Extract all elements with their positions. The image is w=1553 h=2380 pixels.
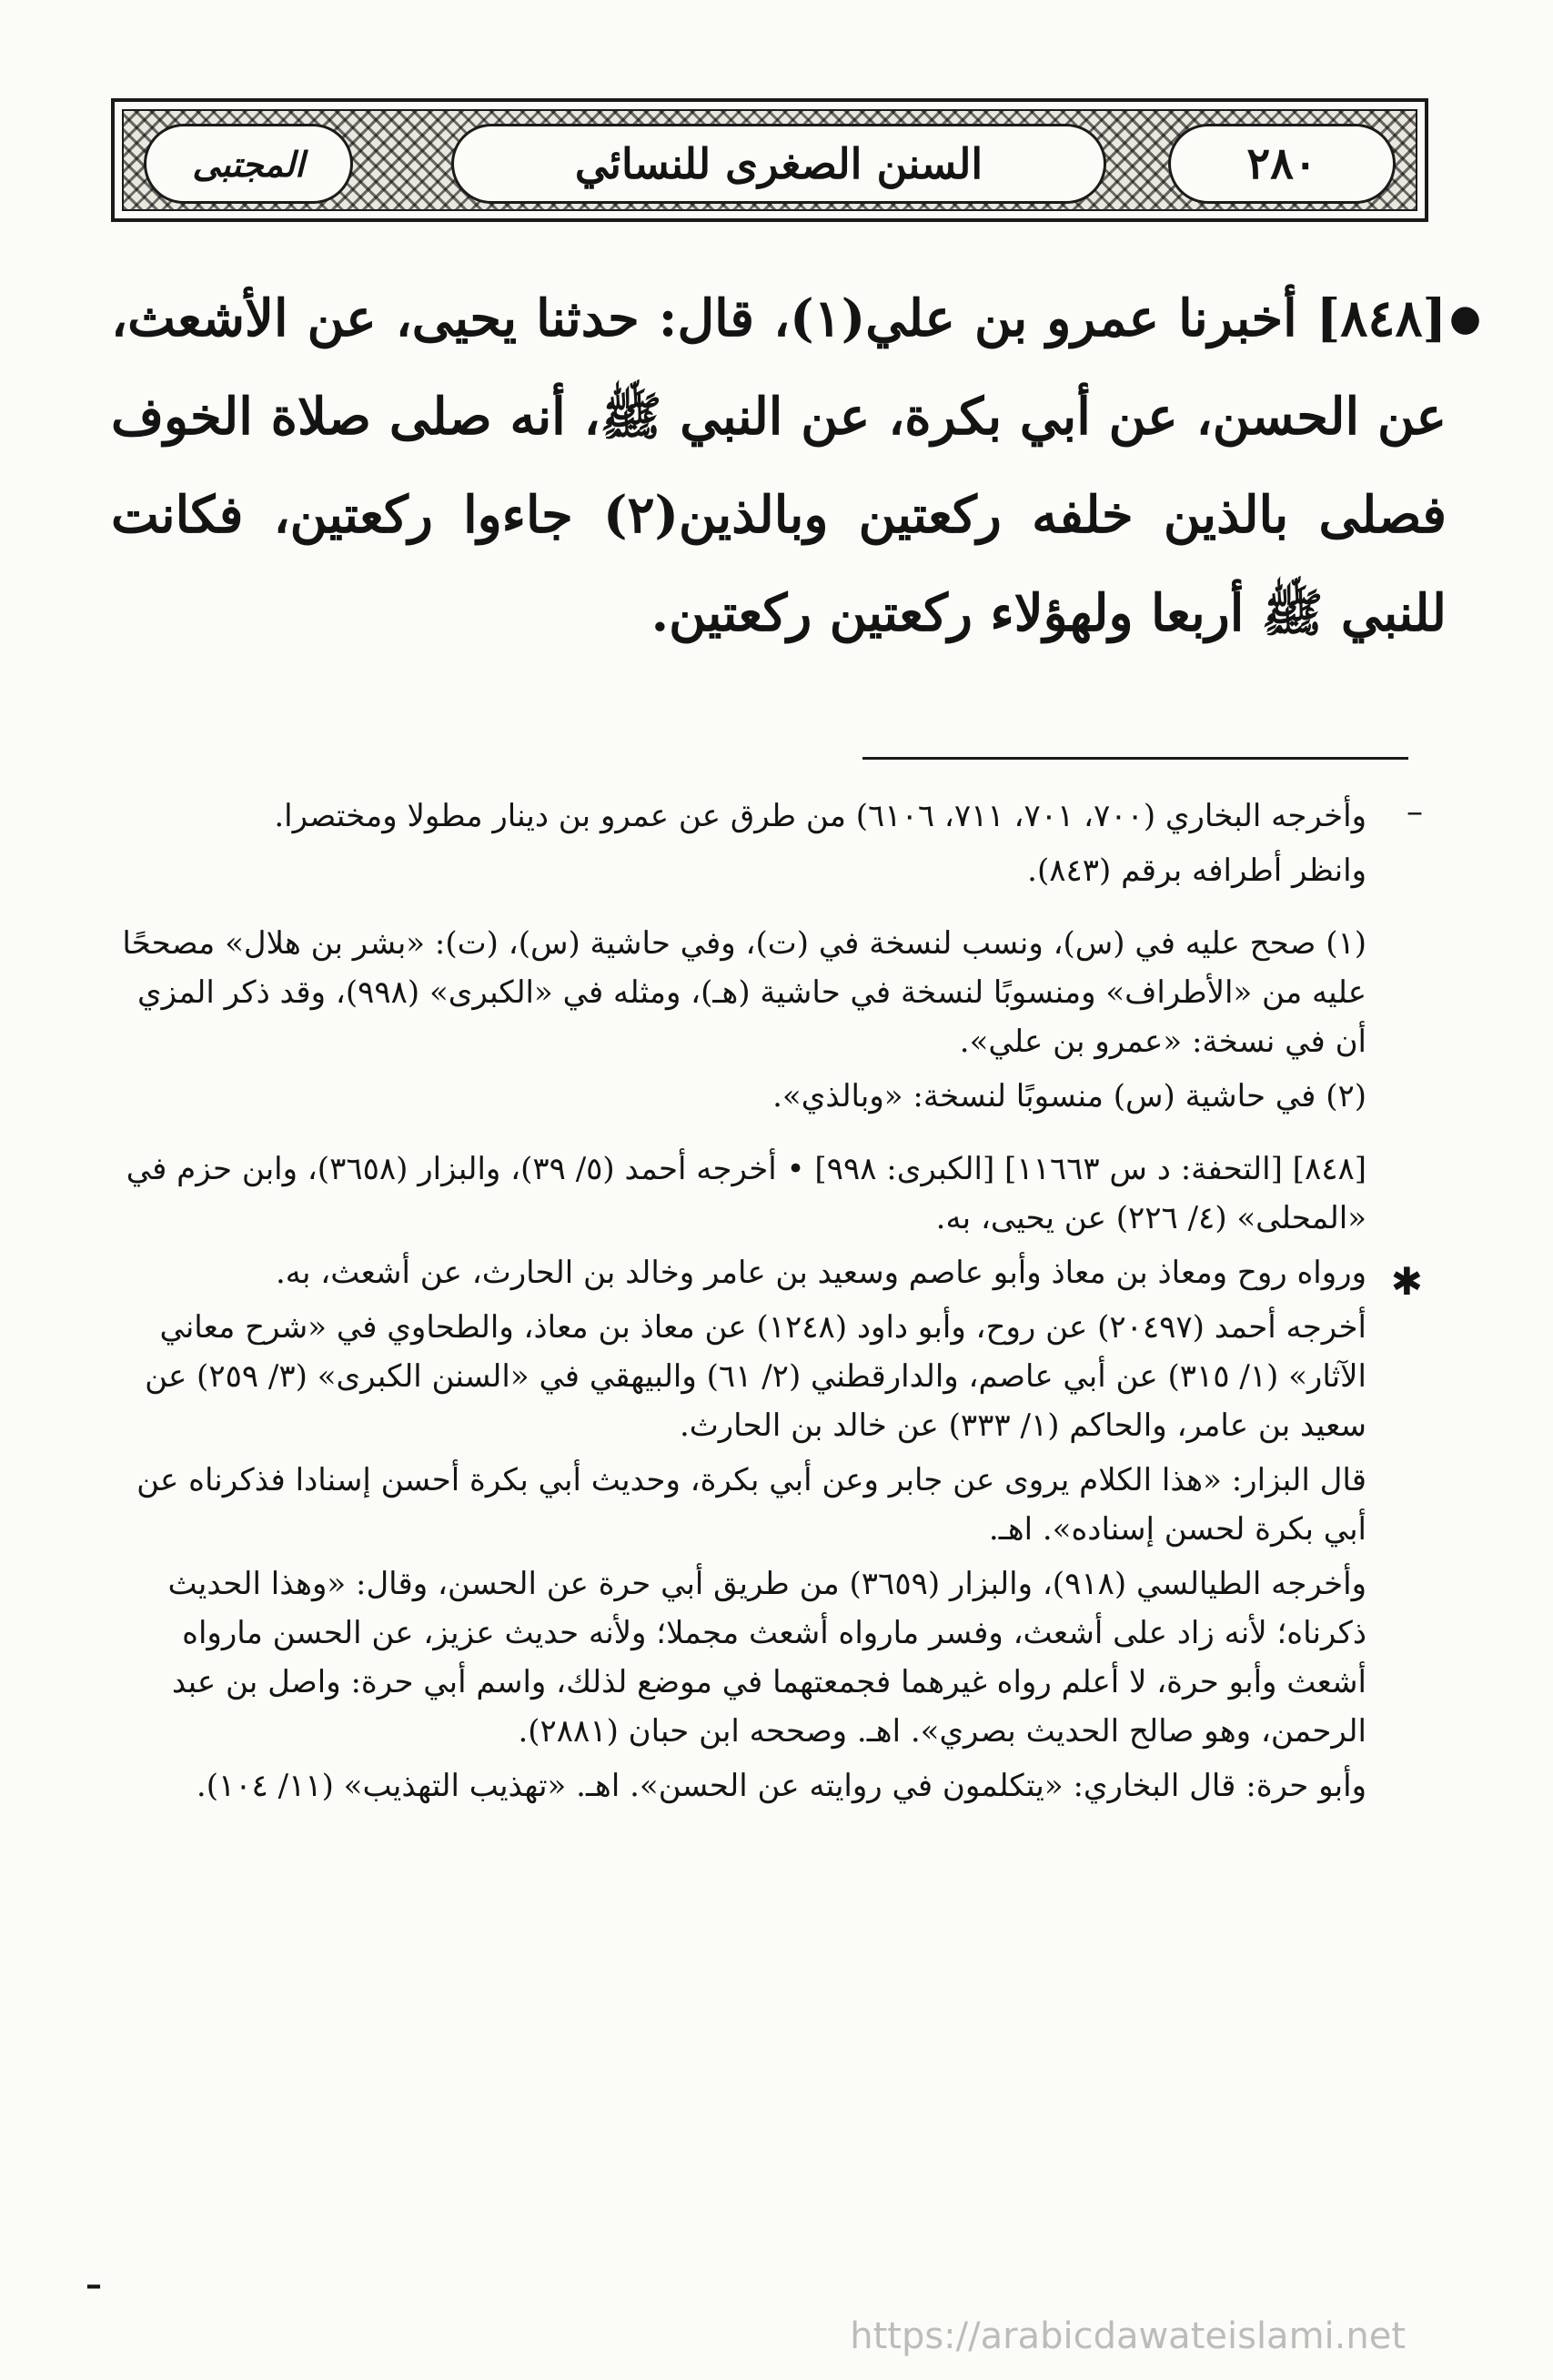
- page-header: [111, 98, 1428, 222]
- footnote-line: (١) صحح عليه في (س)، ونسب لنسخة في (ت)، وفي حاشية (س)، (ت): «بشر بن هلال» مصححًا عليه من «الأطراف» ومنسوبًا لنسخة في حاشية (هـ)، ومثله في «الكبرى» (٩٩٨)، وقد ذكر المزي أن في نسخة: «عمرو بن علي».: [122, 925, 1366, 1060]
- footnote-line: وانظر أطرافه برقم (٨٤٣).: [1027, 852, 1366, 889]
- footnote-line: وأبو حرة: قال البخاري: «يتكلمون في روايته عن الحسن». اهـ. «تهذيب التهذيب» (١١/ ١٠٤).: [196, 1768, 1366, 1804]
- running-title: السنن الصغرى للنسائي: [574, 139, 983, 188]
- book-label: المجتبى: [192, 143, 305, 185]
- footnotes: [111, 792, 1423, 1810]
- dash-mark-icon: –: [86, 2265, 102, 2304]
- header-ornament: [122, 109, 1417, 211]
- star-icon: ✱: [1390, 1259, 1423, 1304]
- page-number-cartouche: [1168, 124, 1396, 204]
- dash-mark-icon: –: [1407, 793, 1423, 831]
- footnote-line: أخرجه أحمد (٢٠٤٩٧) عن روح، وأبو داود (١٢٤٨) عن معاذ بن معاذ، والطحاوي في «شرح معاني الآثار» (١/ ٣١٥) عن أبي عاصم، والدارقطني (٢/ ٦١) والبيهقي في «السنن الكبرى» (٣/ ٢٥٩) عن سعيد بن عامر، والحاكم (١/ ٣٣٣) عن خالد بن الحارث.: [145, 1309, 1366, 1444]
- footnote-line: ورواه روح ومعاذ بن معاذ وأبو عاصم وسعيد بن عامر وخالد بن الحارث، عن أشعث، به.: [275, 1255, 1366, 1291]
- book-label-cartouche: [144, 124, 353, 204]
- footnote-line: [٨٤٨] [التحفة: د س ١١٦٦٣] [الكبرى: ٩٩٨] • أخرجه أحمد (٥/ ٣٩)، والبزار (٣٦٥٨)، وابن حزم في «المحلى» (٤/ ٢٢٦) عن يحيى، به.: [126, 1151, 1366, 1236]
- footnote-line: وأخرجه الطيالسي (٩١٨)، والبزار (٣٦٥٩) من طريق أبي حرة عن الحسن، وقال: «وهذا الحديث ذكرناه؛ لأنه زاد على أشعث، وفسر مارواه أشعث مجملا؛ ولأنه حديث عزيز، عن الحسن مارواه أشعث وأبو حرة، لا أعلم رواه غيرهما فجمعتهما في موضع لذلك، واسم أبي حرة: واصل بن عبد الرحمن، وهو صالح الحديث بصري». اهـ. وصححه ابن حبان (٢٨٨١).: [167, 1566, 1366, 1750]
- footnote-separator: [862, 757, 1408, 760]
- bullet-icon: ●: [1449, 297, 1481, 339]
- hadith-text-block: [111, 269, 1481, 662]
- footnote-line: قال البزار: «هذا الكلام يروى عن جابر وعن أبي بكرة، وحديث أبي بكرة أحسن إسنادا فذكرناه عن أبي بكرة لحسن إسناده». اهـ.: [136, 1462, 1366, 1548]
- running-title-cartouche: [451, 124, 1106, 204]
- page-number: ٢٨٠: [1246, 138, 1317, 189]
- footnote-line: (٢) في حاشية (س) منسوبًا لنسخة: «وبالذي».: [772, 1078, 1366, 1114]
- footnote-line: وأخرجه البخاري (٧٠٠، ٧٠١، ٧١١، ٦١٠٦) من طرق عن عمرو بن دينار مطولا ومختصرا.: [274, 798, 1366, 834]
- watermark-url: https://arabicdawateislami.net: [850, 2315, 1406, 2357]
- hadith-text: [٨٤٨] أخبرنا عمرو بن علي(١)، قال: حدثنا يحيى، عن الأشعث، عن الحسن، عن أبي بكرة، عن النبي ﷺ، أنه صلى صلاة الخوف فصلى بالذين خلفه ركعتين وبالذين(٢) جاءوا ركعتين، فكانت للنبي ﷺ أربعا ولهؤلاء ركعتين ركعتين.: [111, 288, 1447, 643]
